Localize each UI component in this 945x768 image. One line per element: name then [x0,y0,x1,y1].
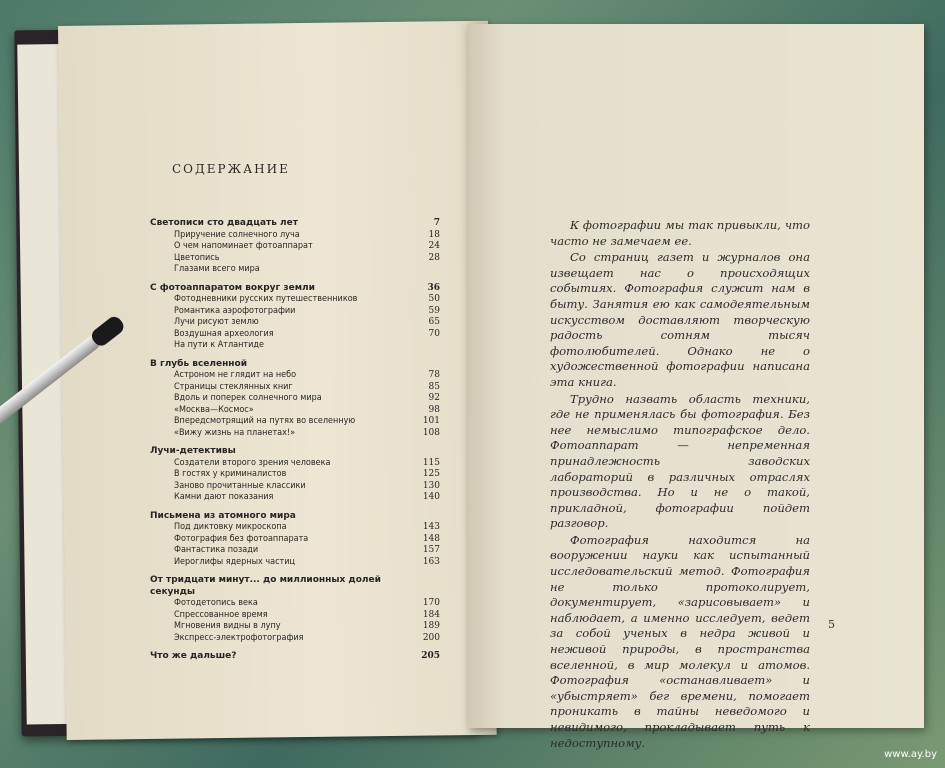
toc-section [150,575,440,644]
toc-entry-page: 65 [428,317,440,327]
toc-entry-title: Фотодневники русских путешественников [174,294,358,304]
toc-entry-title: Воздушная археология [174,328,274,339]
toc-entry-page: 98 [428,404,440,415]
toc-entry-title: Страницы стеклянных книг [174,381,293,392]
toc-entry [150,370,440,382]
toc-entry [150,317,440,329]
toc-section-page [416,511,440,523]
toc-entry [150,264,440,276]
toc-section-label: Светописи сто двадцать лет [150,218,298,228]
toc-section-page [416,359,440,371]
toc-entry-title: Фотодетопись века [174,598,258,608]
paragraph: Трудно назвать область техники, где не применялась бы фотография. Без нее немыслимо типографское дело. Фотоаппарат — непременная принадлежность заводских лабораторий в различных отраслях производства. Но и не о такой, прикладной, фотографии пойдет разговор. [550,391,810,531]
paragraph: К фотографии мы так привыкли, что часто не замечаем ее. [550,218,810,248]
toc-entry-page: 148 [422,533,440,544]
page-text [550,218,810,752]
toc-entry [150,545,440,557]
toc-entry-title: Приручение солнечного луча [174,229,300,240]
toc-entry-page [416,264,440,276]
toc-entry [150,241,440,253]
toc-entry [150,393,440,405]
toc-section-page: 205 [421,651,440,661]
toc-entry-page: 78 [428,370,440,380]
toc-entry-page: 28 [428,252,440,263]
paragraph: Со страниц газет и журналов она извещает нас о происходящих событиях. Фотография служит нам в быту. Занятия ею как самодеятельным искусством доставляют творческую радость сотням тысяч фотолюбителей. Однако не о художественной фотографии написана эта книга. [550,250,810,389]
toc-entry-title: Создатели второго зрения человека [174,457,331,468]
toc-entry-title: Мгновения видны в лупу [174,621,281,631]
toc-entry [150,428,440,440]
toc-section-label: В глубь вселенной [150,358,248,369]
toc-entry-page: 163 [422,556,440,567]
toc-entry-page: 24 [428,241,440,251]
toc-entry [150,621,440,633]
toc-section-title [150,359,440,371]
toc-entry [150,306,440,318]
toc-entry-title: О чем напоминает фотоаппарат [174,241,313,251]
toc-entry [150,405,440,417]
toc-section-title [150,218,440,230]
toc-section-label: Лучи-детективы [150,446,236,456]
toc-entry-title: Заново прочитанные классики [174,480,306,491]
page-number: 5 [828,618,835,631]
toc-entry-page: 200 [422,632,440,643]
toc-entry-page: 101 [422,416,440,426]
toc-section-label: Что же дальше? [150,651,237,661]
toc-entry-page: 59 [428,305,440,316]
toc-entry [150,469,440,481]
toc-entry-title: Цветопись [174,252,220,263]
toc-entry-page: 85 [428,381,440,392]
toc-entry [150,557,440,569]
toc-section [150,218,440,276]
toc-entry [150,230,440,242]
toc-section-label: С фотоаппаратом вокруг земли [150,282,315,293]
toc-entry-title: В гостях у криминалистов [174,469,287,479]
toc-entry-title: Лучи рисуют землю [174,317,259,327]
toc-entry-title: Астроном не глядит на небо [174,370,297,380]
toc-section [150,651,440,663]
toc-section-title [150,283,440,295]
toc-entry [150,416,440,428]
toc-entry-page [416,340,440,352]
toc-entry [150,329,440,341]
toc-entry-title: Фотография без фотоаппарата [174,533,309,544]
toc-entry [150,382,440,394]
toc-entry-page: 108 [422,427,440,438]
toc-entry-page: 140 [422,492,440,502]
toc-entry [150,522,440,534]
toc-section-title [150,575,440,598]
toc-entry-page: 18 [428,229,440,240]
toc-entry-page: 50 [428,294,440,304]
toc-entry-title: Романтика аэрофотографии [174,305,296,316]
toc-entry-title: Спрессованное время [174,609,268,620]
toc-entry-title: Фантастика позади [174,545,259,555]
toc-entry [150,492,440,504]
paragraph: Фотография находится на вооружении науки как испытанный исследовательский метод. Фотография не только протоколирует, документирует, «зарисовывает» и наблюдает, а именно исследует, ведет за собой ученых в недра живой и неживой природы, в пространства вселенной, в мир молекул и атомов. Фотография «останавливает» и «убыстряет» бег времени, помогает проникать в тайны неведомого и невидимого, прокладывает путь к недоступному. [550,532,810,750]
toc-section-page: 7 [433,218,440,228]
toc-section-title [150,511,440,523]
toc-section [150,446,440,504]
toc-section [150,283,440,352]
toc-section-page [416,446,440,458]
watermark: www.ay.by [884,749,937,760]
toc-entry-page: 184 [422,609,440,620]
toc-section-title [150,651,440,663]
toc-section [150,359,440,440]
toc-entry [150,534,440,546]
toc-entry-title: Впередсмотрящий на путях во вселенную [174,416,356,426]
toc-entry-page: 130 [422,480,440,491]
toc-heading: СОДЕРЖАНИЕ [172,162,290,176]
toc-entry-page: 115 [422,457,440,468]
toc-entry-title: Камни дают показания [174,492,274,502]
toc-entry-title: «Вижу жизнь на планетах!» [174,427,296,438]
toc-entry-title: Под диктовку микроскопа [174,522,287,532]
toc-entry-page: 143 [422,522,440,532]
toc-entry [150,610,440,622]
toc-entry-page: 70 [428,328,440,339]
toc-entry-page: 157 [422,545,440,555]
toc-entry [150,458,440,470]
toc-entry-title: Иероглифы ядерных частиц [174,556,296,567]
toc-entry [150,481,440,493]
toc-entry-title: Экспресс-электрофотография [174,632,304,643]
toc-section-page: 36 [427,282,440,293]
toc-section-title [150,446,440,458]
toc-section-page [416,575,440,598]
toc-entry-page: 189 [422,621,440,631]
toc-entry-title: Глазами всего мира [174,264,260,274]
table-of-contents [150,218,440,663]
toc-section-label: Письмена из атомного мира [150,510,296,521]
toc-section [150,511,440,569]
toc-entry-page: 125 [422,469,440,479]
toc-section-label: От тридцати минут... до миллионных долей секунды [150,575,381,597]
toc-entry-title: Вдоль и поперек солнечного мира [174,393,322,403]
toc-entry [150,294,440,306]
toc-entry [150,598,440,610]
toc-entry-title: На пути к Атлантиде [174,340,264,350]
toc-entry [150,253,440,265]
toc-entry-page: 92 [428,393,440,403]
toc-entry-page: 170 [422,598,440,608]
toc-entry-title: «Москва—Космос» [174,404,254,415]
toc-entry [150,340,440,352]
toc-entry [150,633,440,645]
